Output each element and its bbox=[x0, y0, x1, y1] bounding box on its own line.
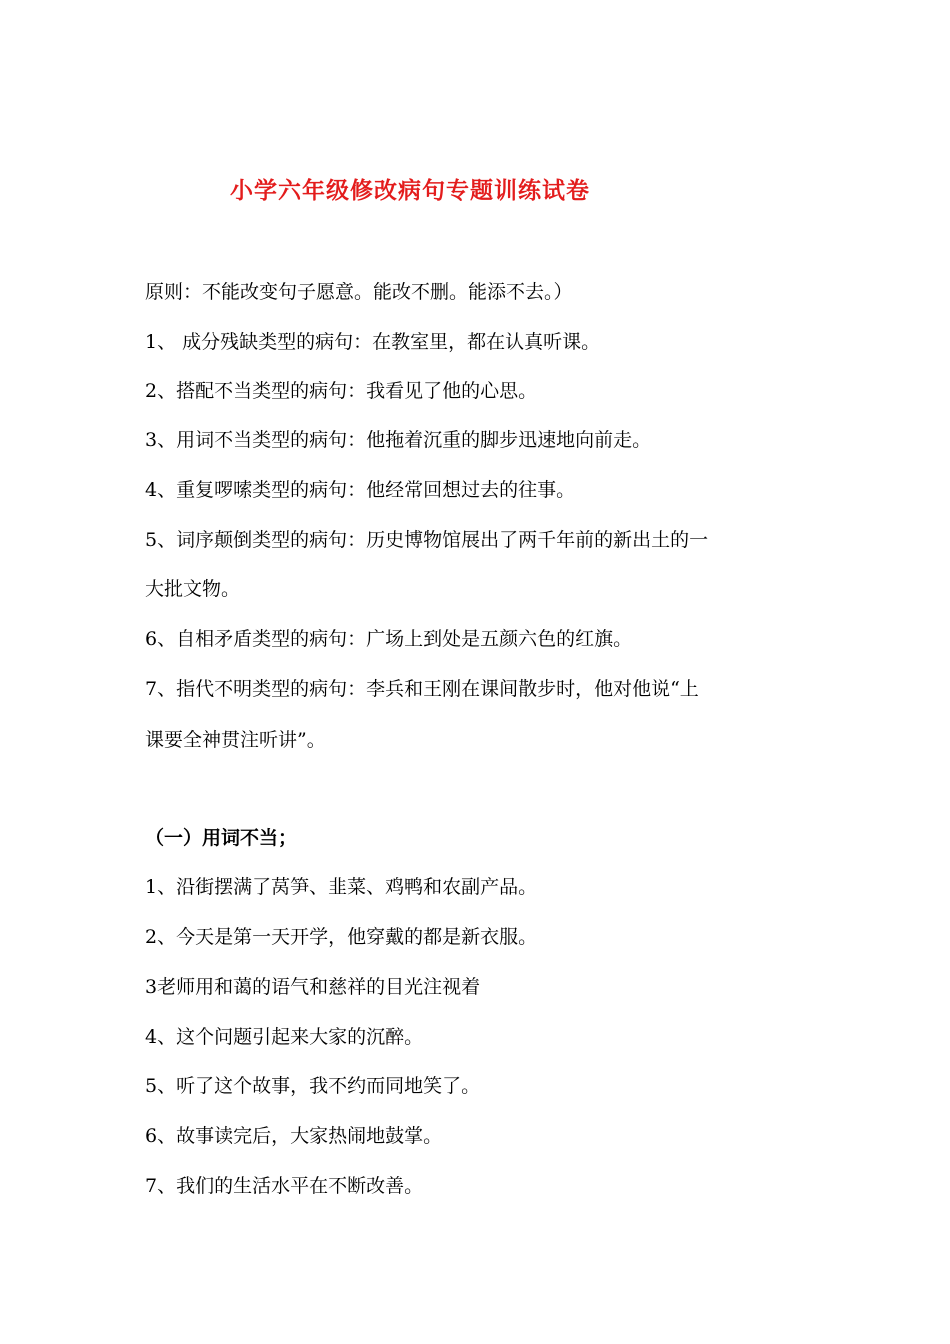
type-line-5: 5、词序颠倒类型的病句：历史博物馆展出了两千年前的新出土的一 bbox=[145, 529, 709, 551]
type-line-4: 4、重复啰嗦类型的病句：他经常回想过去的往事。 bbox=[145, 479, 576, 501]
type-line-3: 3、用词不当类型的病句：他拖着沉重的脚步迅速地向前走。 bbox=[145, 429, 652, 451]
exercise-item-5: 5、听了这个故事，我不约而同地笑了。 bbox=[145, 1075, 481, 1097]
type-line-7-cont: 课要全神贯注听讲”。 bbox=[145, 729, 326, 751]
type-line-6: 6、自相矛盾类型的病句：广场上到处是五颜六色的红旗。 bbox=[145, 628, 633, 650]
principle-text: 原则：不能改变句子愿意。能改不删。能添不去。） bbox=[145, 281, 573, 303]
exercise-item-2: 2、今天是第一天开学，他穿戴的都是新衣服。 bbox=[145, 926, 538, 948]
exercise-item-4: 4、这个问题引起来大家的沉醉。 bbox=[145, 1026, 424, 1048]
exercise-item-6: 6、故事读完后，大家热闹地鼓掌。 bbox=[145, 1125, 443, 1147]
type-line-5-cont: 大批文物。 bbox=[145, 578, 241, 600]
type-line-7: 7、指代不明类型的病句：李兵和王刚在课间散步时，他对他说“上 bbox=[145, 678, 699, 700]
section-heading: （一）用词不当； bbox=[145, 827, 298, 849]
type-line-2: 2、搭配不当类型的病句：我看见了他的心思。 bbox=[145, 380, 538, 402]
exercise-item-7: 7、我们的生活水平在不断改善。 bbox=[145, 1175, 424, 1197]
exercise-item-1: 1、沿街摆满了莴笋、韭菜、鸡鸭和农副产品。 bbox=[145, 876, 538, 898]
type-line-1: 1、 成分残缺类型的病句：在教室里，都在认真听课。 bbox=[145, 331, 601, 353]
exercise-item-3: 3老师用和蔼的语气和慈祥的目光注视着 bbox=[145, 976, 481, 998]
document-title: 小学六年级修改病句专题训练试卷 bbox=[230, 177, 590, 204]
